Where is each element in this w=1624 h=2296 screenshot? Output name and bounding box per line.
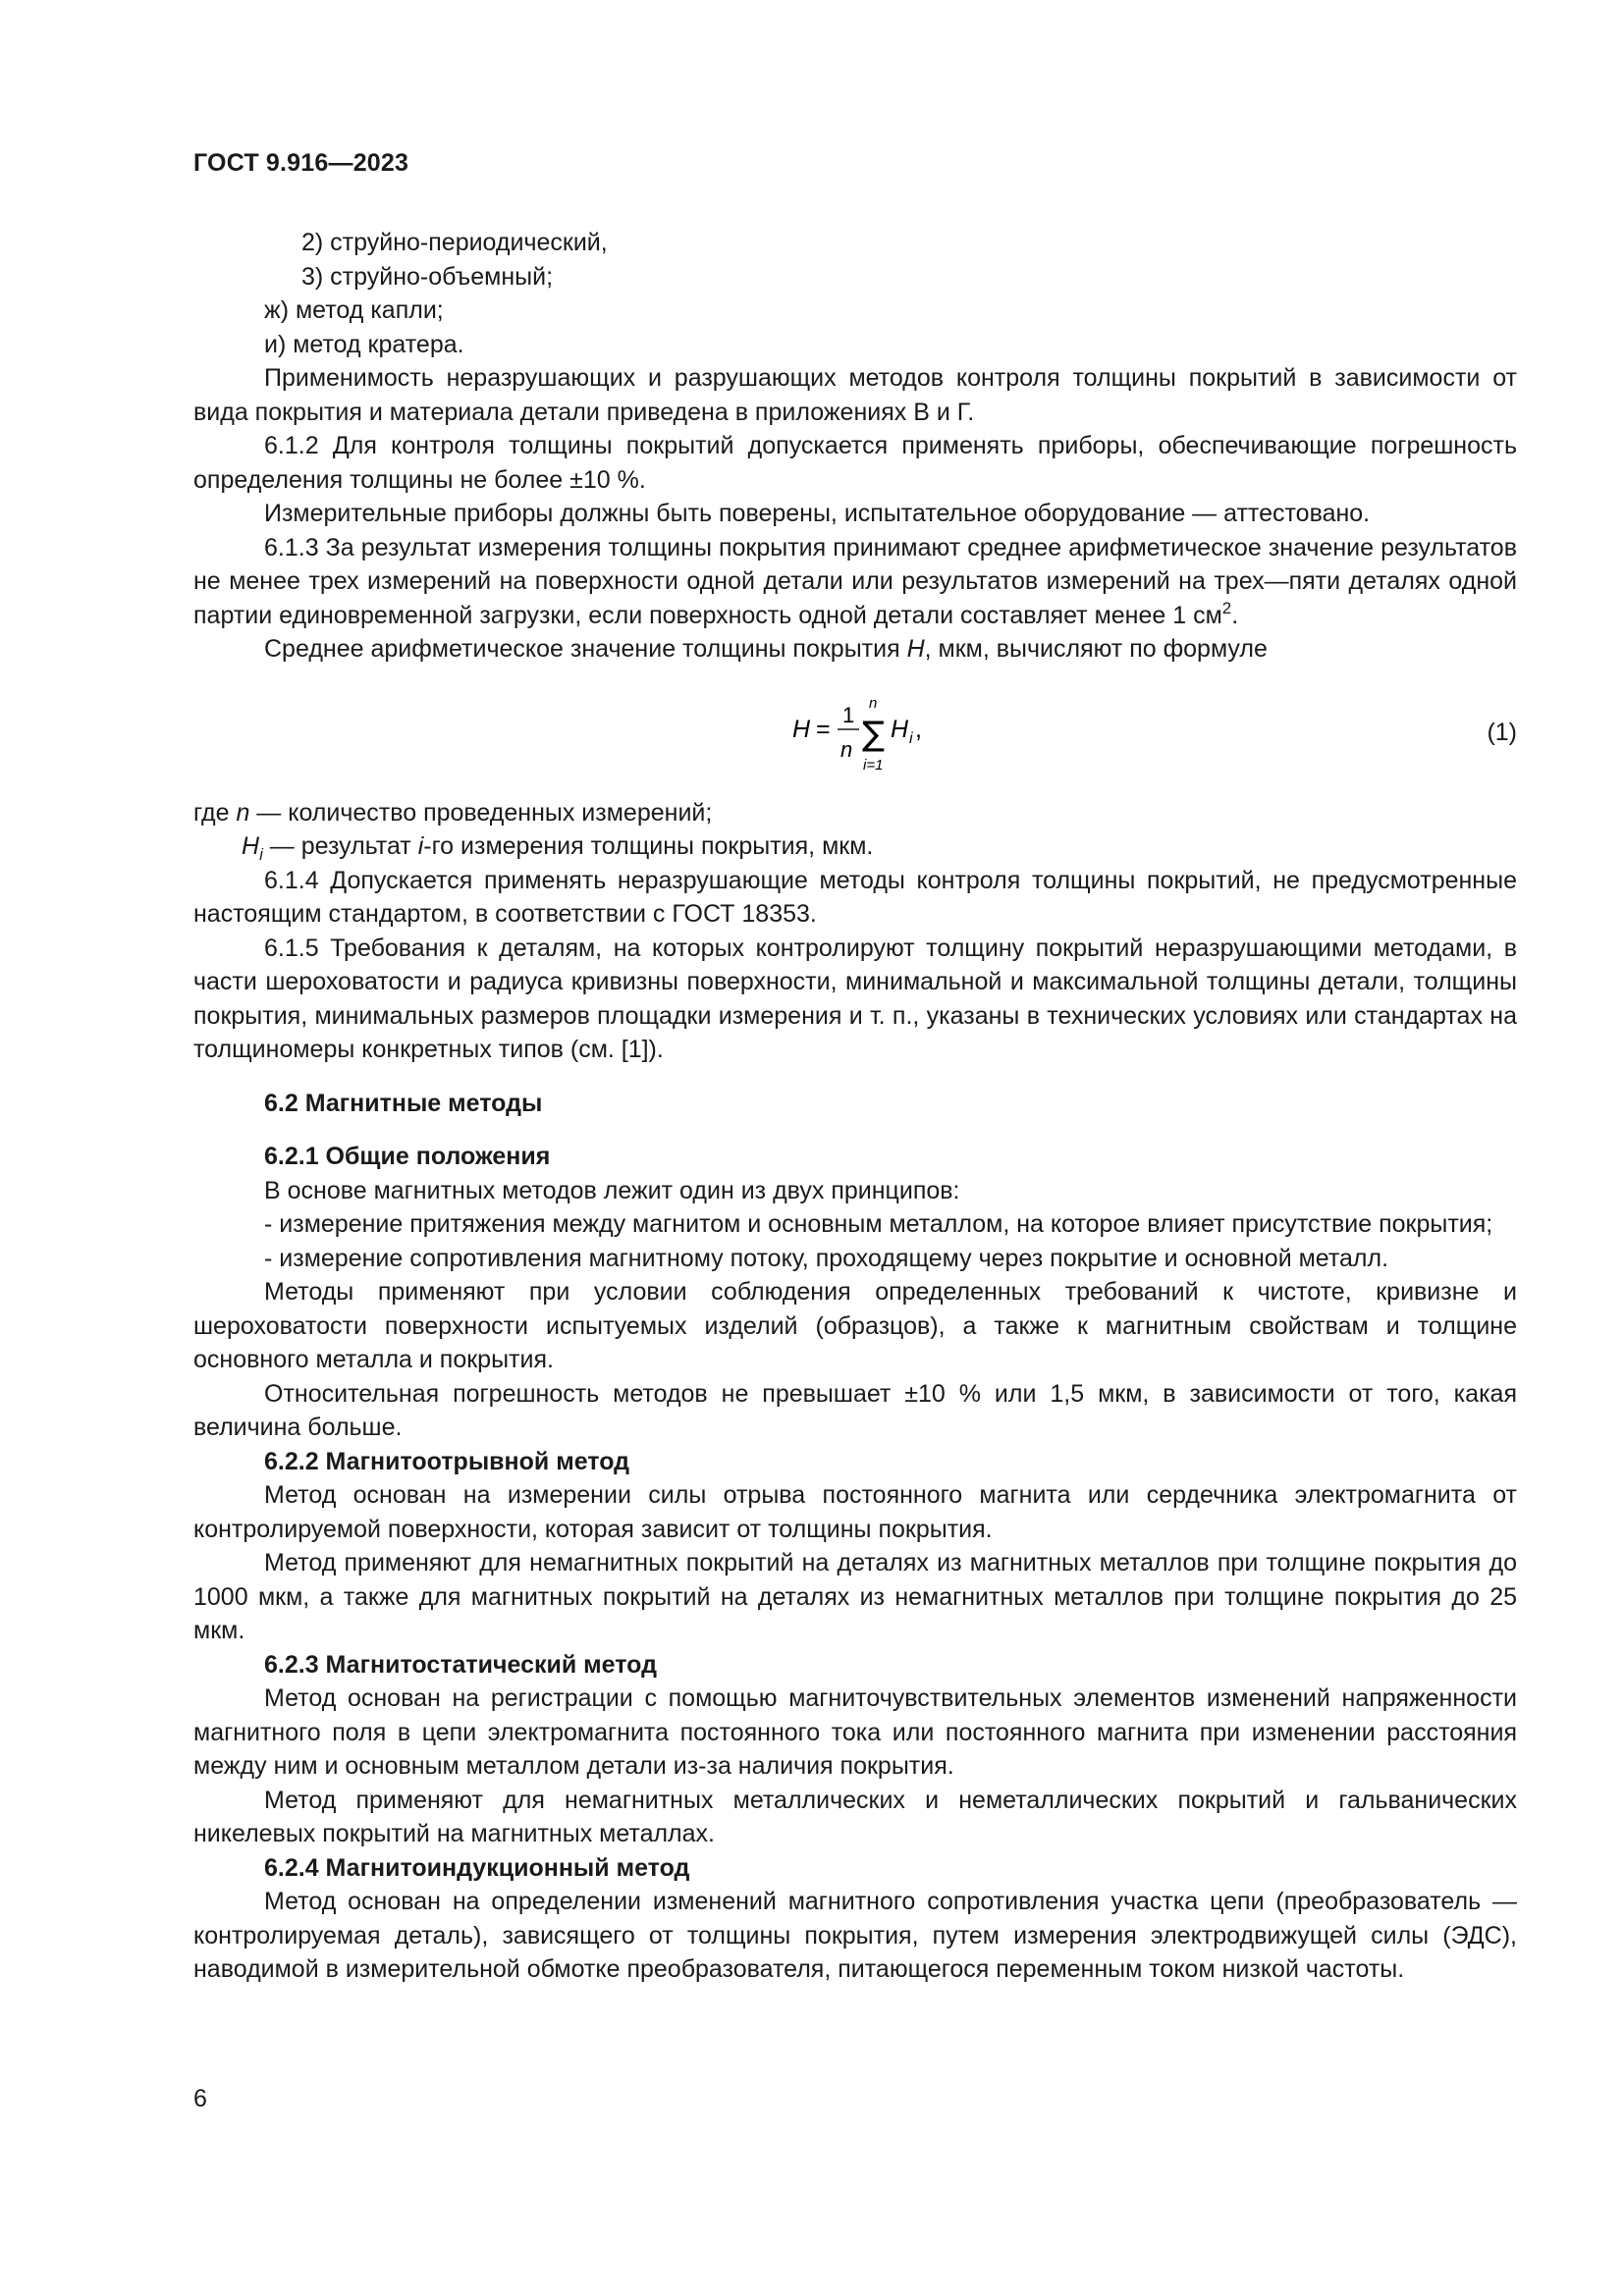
paragraph-6-1-3: 6.1.3 За результат измерения толщины покрытия принимают среднее арифметическое значение результатов не менее трех измерений на поверхности одной детали или результатов измерений на трех—пяти деталях одной партии единовременной загрузки, если поверхность одной детали составляет менее 1 $см^2$.	[193, 533, 1517, 629]
paragraph-6-2-2-a: Метод основан на измерении силы отрыва постоянного магнита или сердечника электромагнита от контролируемой поверхности, которая зависит от толщины покрытия.	[193, 1481, 1517, 1543]
list-item: ж) метод капли;	[264, 296, 444, 324]
formula-lhs: H	[792, 715, 811, 743]
page-content	[193, 226, 1517, 1987]
sum-upper: n	[869, 694, 878, 712]
formula-block	[193, 678, 1517, 788]
sum-sign: ∑	[862, 714, 885, 754]
formula-numerator: 1	[842, 702, 855, 727]
heading-6-2-1: 6.2.1 Общие положения	[264, 1143, 551, 1170]
heading-6-2-4: 6.2.4 Магнитоиндукционный метод	[264, 1853, 690, 1882]
list-item: и) метод кратера.	[264, 330, 464, 358]
paragraph-6-2-3-b: Метод применяют для немагнитных металлических и неметаллических покрытий и гальванических никелевых покрытий на магнитных металлах.	[193, 1786, 1517, 1847]
paragraph-instruments: Измерительные приборы должны быть поверены, испытательное оборудование — аттестовано.	[264, 500, 1371, 527]
sum-lower: i=1	[863, 756, 884, 774]
where-h: $H_i$ — результат i-го измерения толщины покрытия, мкм.	[242, 832, 874, 864]
paragraph-6-1-5: 6.1.5 Требования к деталям, на которых контролируют толщину покрытий неразрушающими методами, в части шероховатости и радиуса кривизны поверхности, минимальной и максимальной толщины детали, толщины покрытия, минимальных размеров площадки измерения и т. п., указаны в технических условиях или стандартах на толщиномеры конкретных типов (см. [1]).	[193, 934, 1517, 1063]
paragraph-6-1-4: 6.1.4 Допускается применять неразрушающие методы контроля толщины покрытий, не предусмотренные настоящим стандартом, в соответствии с ГОСТ 18353.	[193, 866, 1517, 928]
superscript: 2	[1221, 598, 1232, 617]
paragraph-applicability: Применимость неразрушающих и разрушающих методов контроля толщины покрытий в зависимости от вида покрытия и материала детали приведена в приложениях В и Г.	[193, 364, 1517, 426]
paragraph-6-1-2: 6.1.2 Для контроля толщины покрытий допускается применять приборы, обеспечивающие погрешность определения толщины не более ±10 %.	[193, 432, 1517, 494]
formula-term-sub: i	[909, 729, 913, 747]
formula-term: H	[891, 715, 909, 743]
paragraph-6-2-2-b: Метод применяют для немагнитных покрытий на деталях из магнитных металлов при толщине покрытия до 1000 мкм, а также для магнитных покрытий на деталях из немагнитных металлов при толщине покрытия до 25 мкм.	[193, 1549, 1517, 1644]
document-header: ГОСТ 9.916—2023	[193, 149, 409, 177]
paragraph-mean-intro: Среднее арифметическое значение толщины покрытия H, мкм, вычисляют по формуле	[264, 635, 1268, 663]
bullet-item: - измерение притяжения между магнитом и основным металлом, на которое влияет присутствие покрытия;	[264, 1210, 1493, 1238]
formula-number: (1)	[1487, 718, 1517, 746]
formula-trail: ,	[915, 715, 922, 743]
paragraph-principles: В основе магнитных методов лежит один из двух принципов:	[264, 1176, 960, 1204]
paragraph-error: Относительная погрешность методов не превышает ±10 % или 1,5 мкм, в зависимости от того, какая величина больше.	[193, 1379, 1517, 1441]
where-n: где n — количество проведенных измерений;	[193, 798, 713, 827]
formula-eq: =	[816, 715, 831, 743]
paragraph-6-2-3-a: Метод основан на регистрации с помощью магниточувствительных элементов изменений напряженности магнитного поля в цепи электромагнита постоянного тока или постоянного магнита при изменении расстояния между ним и основным металлом детали из-за наличия покрытия.	[193, 1684, 1517, 1780]
list-item: 3) струйно-объемный;	[301, 262, 554, 291]
paragraph-conditions: Методы применяют при условии соблюдения определенных требований к чистоте, кривизне и шероховатости поверхности испытуемых изделий (образцов), а также к магнитным свойствам и толщине основного металла и покрытия.	[193, 1278, 1517, 1373]
page-number: 6	[193, 2085, 207, 2112]
bullet-item: - измерение сопротивления магнитному потоку, проходящему через покрытие и основной металл.	[264, 1244, 1389, 1272]
formula-denominator: n	[840, 736, 853, 762]
heading-6-2-3: 6.2.3 Магнитостатический метод	[264, 1650, 657, 1679]
heading-6-2-2: 6.2.2 Магнитоотрывной метод	[264, 1447, 630, 1475]
formula-1	[790, 678, 987, 788]
heading-6-2: 6.2 Магнитные методы	[264, 1089, 543, 1117]
list-item: 2) струйно-периодический,	[301, 229, 608, 256]
paragraph-6-2-4-a: Метод основан на определении изменений магнитного сопротивления участка цепи (преобразователь — контролируемая деталь), зависящего от толщины покрытия, путем измерения электродвижущей силы (ЭДС), наводимой в измерительной обмотке преобразователя, питающегося переменным током низкой частоты.	[193, 1888, 1517, 1983]
